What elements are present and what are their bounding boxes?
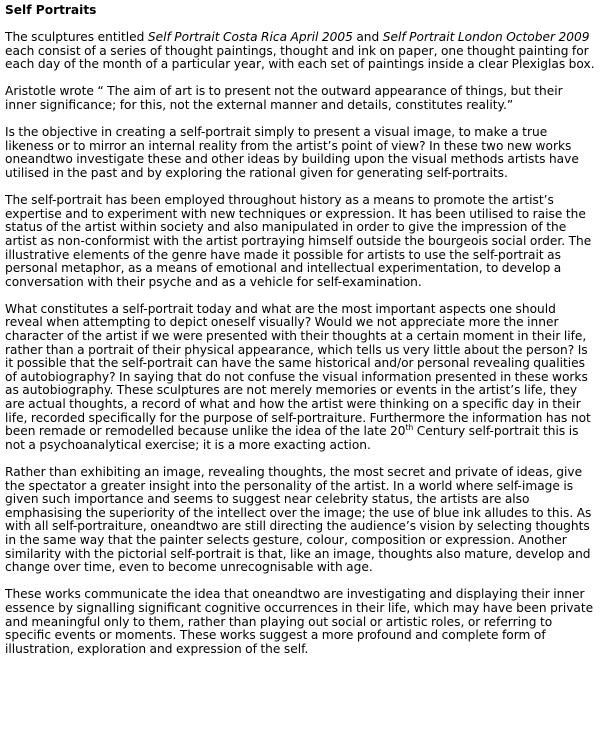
intro-text-start: The sculptures entitled — [5, 30, 148, 44]
paragraph-thoughts: Rather than exhibiting an image, revealing thoughts, the most secret and private of ideas, give the spectator a greater insight into the personality of the artist. In a world where self-image is given such importance and seems to suggest near celebrity status, the artists are also emphasising the superiority of the intellect over the image; the use of blue ink alludes to this. As with all self-portraiture, oneandtwo are still directing the audience’s vision by selecting thoughts in the same way that the painter selects gesture, colour, composition or expression. Another similarity with the pictorial self-portrait is that, like an image, thoughts also mature, develop and change over time, even to become unrecognisable with age. — [5, 465, 592, 575]
ordinal-suffix: th — [405, 423, 414, 433]
work-title-costa-rica: Self Portrait Costa Rica April 2005 — [147, 30, 353, 44]
constitutes-text-end: Century self-portrait this is not a psychoanalytical exercise; it is a more exacting action. — [5, 424, 579, 452]
work-title-london: Self Portrait London October 2009 — [382, 30, 590, 44]
paragraph-constitutes — [5, 303, 597, 453]
paragraph-aristotle-quote: Aristotle wrote “ The aim of art is to present not the outward appearance of things, but their inner significance; for this, not the external manner and details, constitutes reality.” — [5, 84, 563, 112]
paragraph-conclusion: These works communicate the idea that oneandtwo are investigating and displaying their inner essence by signalling significant cognitive occurrences in their life, which may have been private and meaningful only to them, rather than playing out social or artistic roles, or referring to specific events or moments. These works suggest a more profound and complete form of illustration, exploration and expression of the self. — [5, 587, 594, 656]
page-title: Self Portraits — [5, 3, 97, 17]
paragraph-history: The self-portrait has been employed throughout history as a means to promote the artist’s expertise and to experiment with new techniques or expression. It has been utilised to raise the status of the artist within society and also manipulated in order to give the impression of the artist as non-conformist with the artist portraying himself outside the bourgeois social order. The illustrative elements of the genre have made it possible for artists to use the self-portrait as personal metaphor, as a means of emotional and intellectual experimentation, to develop a conversation with their psyche and as a vehicle for self-examination. — [5, 193, 592, 289]
paragraph-intro — [5, 31, 597, 72]
constitutes-text: What constitutes a self-portrait today and what are the most important aspects one should reveal when attempting to depict oneself visually? Would we not appreciate more the inner character of the artist if we were presented with their thoughts at a certain moment in their life, rather than a portrait of their physical appearance, which tells us very little about the person? Is it possible that the self-portrait can have the same historical and/or personal revealing qualities of autobiography? In saying that do not confuse the visual information presented in these works as autobiography. These sculptures are not merely memories or events in the artist’s life, they are actual thoughts, a record of what and how the artist were thinking on a specific day in their life, recorded specifically for the purpose of self-portraiture. Furthermore the information has not been remade or remodelled because unlike the idea of the late 20 — [5, 301, 591, 439]
intro-text-end: each consist of a series of thought paintings, thought and ink on paper, one thought painting for each day of the month of a particular year, with each set of paintings inside a clear Plexiglas box. — [5, 43, 595, 72]
paragraph-objective: Is the objective in creating a self-portrait simply to present a visual image, to make a true likeness or to mirror an internal reality from the artist’s point of view? In these two new works oneandtwo investigate these and other ideas by building upon the visual methods artists have utilised in the past and by exploring the rational given for generating self-portraits. — [5, 125, 579, 180]
intro-text-and: and — [352, 30, 383, 44]
